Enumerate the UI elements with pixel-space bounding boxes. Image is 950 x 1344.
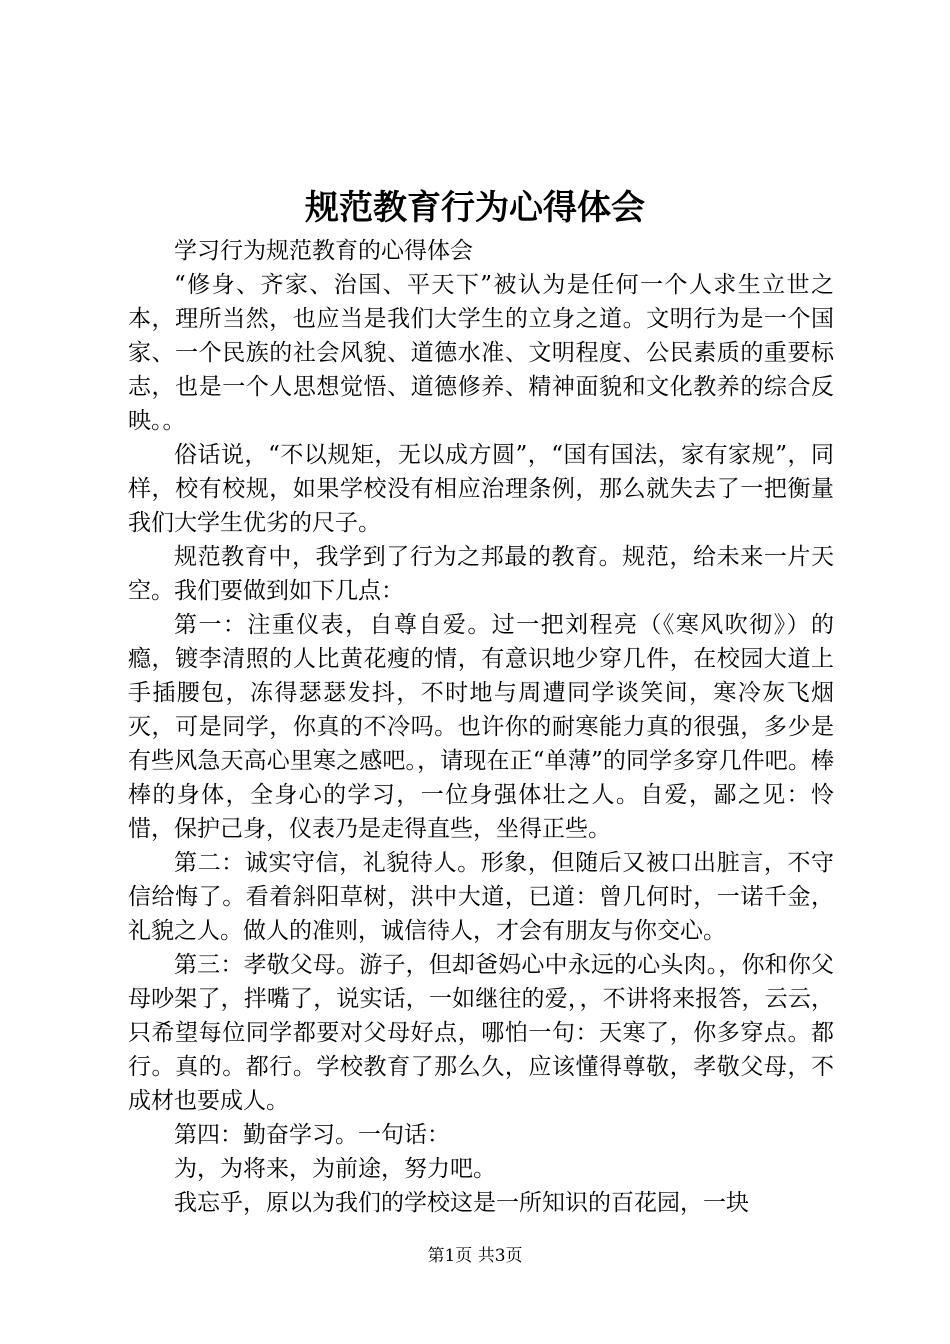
paragraph-point-one: 第一：注重仪表，自尊自爱。过一把刘程亮（《寒风吹彻》）的瘾，镀李清照的人比黄花瘦的情，有意识地少穿几件，在校园大道上手插腰包，冻得瑟瑟发抖，不时地与周遭同学谈笑间，寒冷灰飞烟灭，可是同学，你真的不冷吗。也许你的耐寒能力真的很强，多少是有些风急天高心里寒之感吧。，请现在正“单薄”的同学多穿几件吧。棒棒的身体，全身心的学习，一位身强体壮之人。自爱，鄙之见：怜惜，保护己身，仪表乃是走得直些，坐得正些。 (128, 612, 834, 842)
paragraph-intro: “修身、齐家、治国、平天下”被认为是任何一个人求生立世之本，理所当然，也应当是我们大学生的立身之道。文明行为是一个国家、一个民族的社会风貌、道德水准、文明程度、公民素质的重要标志，也是一个人思想觉悟、道德修养、精神面貌和文化教养的综合反映。。 (128, 272, 834, 434)
paragraph-motto: 为，为将来，为前途，努力吧。 (174, 1156, 496, 1182)
paragraph-proverb: 俗话说，“不以规矩，无以成方圆”，“国有国法，家有家规”，同样，校有校规，如果学校没有相应治理条例，那么就失去了一把衡量我们大学生优劣的尺子。 (128, 442, 834, 536)
paragraph-closing: 我忘乎，原以为我们的学校这是一所知识的百花园，一块 (174, 1190, 749, 1216)
document-title: 规范教育行为心得体会 (305, 188, 645, 228)
paragraph-point-three: 第三：孝敬父母。游子，但却爸妈心中永远的心头肉。，你和你父母吵架了，拌嘴了，说实话，一如继往的爱，，不讲将来报答，云云，只希望每位同学都要对父母好点，哪怕一句：天寒了，你多穿点。都行。真的。都行。学校教育了那么久，应该懂得尊敬，孝敬父母，不成材也要成人。 (128, 952, 834, 1114)
page-number-footer: 第1页 共3页 (427, 1246, 523, 1266)
paragraph-overview: 规范教育中，我学到了行为之邦最的教育。规范，给未来一片天空。我们要做到如下几点： (128, 544, 834, 604)
document-body (128, 234, 834, 1220)
paragraph-subtitle: 学习行为规范教育的心得体会 (174, 238, 473, 264)
paragraph-point-four: 第四：勤奋学习。一句话： (174, 1122, 450, 1148)
paragraph-point-two: 第二：诚实守信，礼貌待人。形象，但随后又被口出脏言，不守信给悔了。看着斜阳草树，洪中大道，已道：曾几何时，一诺千金，礼貌之人。做人的准则，诚信待人，才会有朋友与你交心。 (128, 850, 834, 944)
